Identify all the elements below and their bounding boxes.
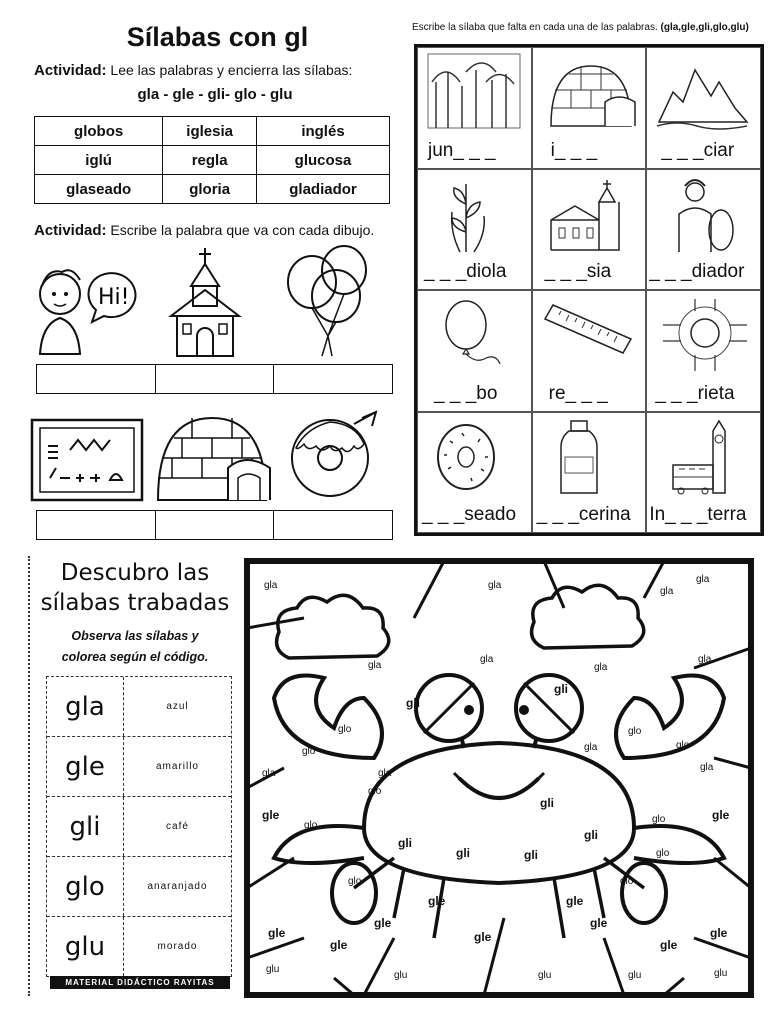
activity-1-text: Lee las palabras y encierra las sílabas: xyxy=(110,62,353,78)
word-blank: _ _ _diola xyxy=(424,261,507,282)
crab-label-gle: gle xyxy=(428,894,446,908)
glacier-picture xyxy=(655,52,751,132)
crab-label-glo: glo xyxy=(348,876,362,887)
church-picture xyxy=(541,174,637,254)
answer-box[interactable] xyxy=(37,365,156,393)
instruction-options: (gla,gle,gli,glo,glu) xyxy=(660,22,749,33)
church-picture xyxy=(165,246,245,360)
grid-cell-church xyxy=(532,169,647,291)
coloring-title xyxy=(30,558,240,618)
gladiator-picture xyxy=(655,174,751,254)
crab-label-glu: glu xyxy=(394,970,408,981)
word-blank: In_ _ _terra xyxy=(649,504,747,525)
grid-cell-gladiola xyxy=(417,169,532,291)
crab-label-gla: gla xyxy=(262,768,276,779)
bottle-picture xyxy=(541,417,637,497)
crab-label-gla: gla xyxy=(700,762,714,773)
crab-label-gla: gla xyxy=(488,580,502,591)
instruction xyxy=(412,22,757,33)
answer-box[interactable] xyxy=(156,365,275,393)
code-syllable: gle xyxy=(47,737,124,796)
code-row xyxy=(47,677,231,737)
crab-label-gle: gle xyxy=(268,926,286,940)
crab-label-gle: gle xyxy=(474,930,492,944)
grid-cell-glazed-donut xyxy=(417,412,532,534)
crab-label-glo: glo xyxy=(628,726,642,737)
crab-label-gla: gla xyxy=(594,662,608,673)
crab-label-gle: gle xyxy=(590,916,608,930)
code-row xyxy=(47,857,231,917)
answer-row-2 xyxy=(36,510,393,540)
crab-label-gle: gle xyxy=(566,894,584,908)
instruction-text: Escribe la sílaba que falta en cada una de las palabras. xyxy=(412,22,658,33)
hi-text: Hi! xyxy=(98,285,130,310)
activity-label: Actividad: xyxy=(34,62,107,79)
word-blank: i_ _ _ xyxy=(550,139,598,161)
word-blank: _ _ _cerina xyxy=(536,504,631,525)
word-blank: _ _ _rieta xyxy=(655,382,735,404)
answer-box[interactable] xyxy=(37,511,156,539)
grid-cell-roundabout xyxy=(646,290,761,412)
ruler-picture xyxy=(541,295,637,375)
crab-label-glo: glo xyxy=(620,876,634,887)
donut-picture xyxy=(288,408,380,502)
balloon-picture xyxy=(426,295,522,375)
crab-label-glu: glu xyxy=(628,970,642,981)
activity-2-text: Escribe la palabra que va con cada dibujo. xyxy=(110,222,375,238)
code-color: café xyxy=(166,821,189,832)
crab-label-glo: glo xyxy=(338,724,352,735)
crab-label-gla: gla xyxy=(660,586,674,597)
code-color: anaranjado xyxy=(147,881,208,892)
code-row xyxy=(47,737,231,797)
coloring-subtitle-line-2: colorea según el código. xyxy=(61,650,209,664)
crab-label-gla: gla xyxy=(264,580,278,591)
word-cell: regla xyxy=(163,146,257,175)
crab-label-gle: gle xyxy=(330,938,348,952)
answer-box[interactable] xyxy=(156,511,275,539)
grid-cell-gladiator xyxy=(646,169,761,291)
crab-label-gle: gle xyxy=(710,926,728,940)
crab-label-glo: glo xyxy=(652,814,666,825)
crab-label-glo: glo xyxy=(656,848,670,859)
igloo-picture xyxy=(541,52,637,132)
answer-box[interactable] xyxy=(274,511,392,539)
word-cell: gloria xyxy=(163,175,257,204)
crab-label-gle: gle xyxy=(262,808,280,822)
activity-label: Actividad: xyxy=(34,222,107,239)
word-cell: iglesia xyxy=(163,117,257,146)
big-ben-bus-picture xyxy=(655,417,751,497)
word-cell: gladiador xyxy=(257,175,390,204)
grid-cell-balloon xyxy=(417,290,532,412)
crab-label-gle: gle xyxy=(712,808,730,822)
grid-cell-jungle xyxy=(417,47,532,169)
crab-label-gla: gla xyxy=(378,768,392,779)
crab-label-glu: glu xyxy=(714,968,728,979)
code-syllable: glu xyxy=(47,917,124,976)
dotted-border xyxy=(28,556,34,996)
crab-label-gli: gli xyxy=(524,848,538,862)
crab-label-glo: glo xyxy=(304,820,318,831)
crab-label-gli: gli xyxy=(554,682,568,696)
crab-label-gli: gli xyxy=(398,836,412,850)
glazed-donut-picture xyxy=(426,417,522,497)
hieroglyph-tablet-picture xyxy=(30,418,144,502)
word-cell: glucosa xyxy=(257,146,390,175)
coloring-title-line-2: sílabas trabadas xyxy=(40,590,230,616)
code-color: azul xyxy=(166,701,189,712)
word-cell: glaseado xyxy=(35,175,163,204)
roundabout-picture xyxy=(655,295,751,375)
gladiola-picture xyxy=(426,174,522,254)
crab-label-gla: gla xyxy=(480,654,494,665)
crab-label-glo: glo xyxy=(368,786,382,797)
brand-banner: MATERIAL DIDÁCTICO RAYITAS xyxy=(50,976,230,989)
word-cell: iglú xyxy=(35,146,163,175)
crab-label-gli: gli xyxy=(406,696,420,710)
grid-cell-igloo xyxy=(532,47,647,169)
crab-label-gla: gla xyxy=(698,654,712,665)
crab-drawing xyxy=(244,558,754,998)
crab-label-gle: gle xyxy=(374,916,392,930)
igloo-picture xyxy=(152,408,274,504)
page-title: Sílabas con gl xyxy=(126,22,309,52)
word-blank: _ _ _bo xyxy=(434,382,498,404)
color-code-table xyxy=(46,676,232,977)
code-color: morado xyxy=(157,941,198,952)
grid-cell-england xyxy=(646,412,761,534)
grid-cell-glycerin-bottle xyxy=(532,412,647,534)
crab-label-gla: gla xyxy=(584,742,598,753)
fill-in-grid xyxy=(414,44,764,536)
word-blank: jun_ _ _ xyxy=(428,139,496,161)
syllable-list: gla - gle - gli- glo - glu xyxy=(137,86,293,103)
crab-label-glu: glu xyxy=(538,970,552,981)
code-row xyxy=(47,797,231,857)
balloons-picture xyxy=(284,244,376,360)
word-cell: inglés xyxy=(257,117,390,146)
crab-label-gla: gla xyxy=(696,574,710,585)
crab-label-glu: glu xyxy=(266,964,280,975)
word-blank: _ _ _diador xyxy=(649,261,745,282)
code-syllable: gla xyxy=(47,677,124,736)
answer-box[interactable] xyxy=(274,365,392,393)
crab-label-gli: gli xyxy=(456,846,470,860)
code-row xyxy=(47,917,231,976)
crab-label-gli: gli xyxy=(584,828,598,842)
activity-2 xyxy=(34,222,374,239)
crab-label-glo: glo xyxy=(302,746,316,757)
word-table xyxy=(34,116,390,204)
jungle-picture xyxy=(426,52,522,132)
word-cell: globos xyxy=(35,117,163,146)
grid-cell-ruler xyxy=(532,290,647,412)
word-blank: _ _ _ciar xyxy=(661,139,735,161)
word-blank: _ _ _sia xyxy=(544,261,612,282)
crab-label-gle: gle xyxy=(660,938,678,952)
crab-coloring-picture xyxy=(244,558,754,998)
answer-row-1 xyxy=(36,364,393,394)
coloring-subtitle-line-1: Observa las sílabas y xyxy=(71,629,199,643)
code-syllable: glo xyxy=(47,857,124,916)
grid-cell-glacier xyxy=(646,47,761,169)
boy-saying-hi-picture xyxy=(30,250,142,358)
crab-label-glo: glo xyxy=(676,740,690,751)
coloring-title-line-1: Descubro las xyxy=(60,560,210,586)
word-blank: _ _ _seado xyxy=(422,504,517,525)
coloring-subtitle xyxy=(30,626,240,668)
code-syllable: gli xyxy=(47,797,124,856)
word-blank: re_ _ _ xyxy=(548,382,608,404)
code-color: amarillo xyxy=(155,761,199,772)
activity-1 xyxy=(34,62,352,79)
crab-label-gli: gli xyxy=(540,796,554,810)
crab-label-gla: gla xyxy=(368,660,382,671)
